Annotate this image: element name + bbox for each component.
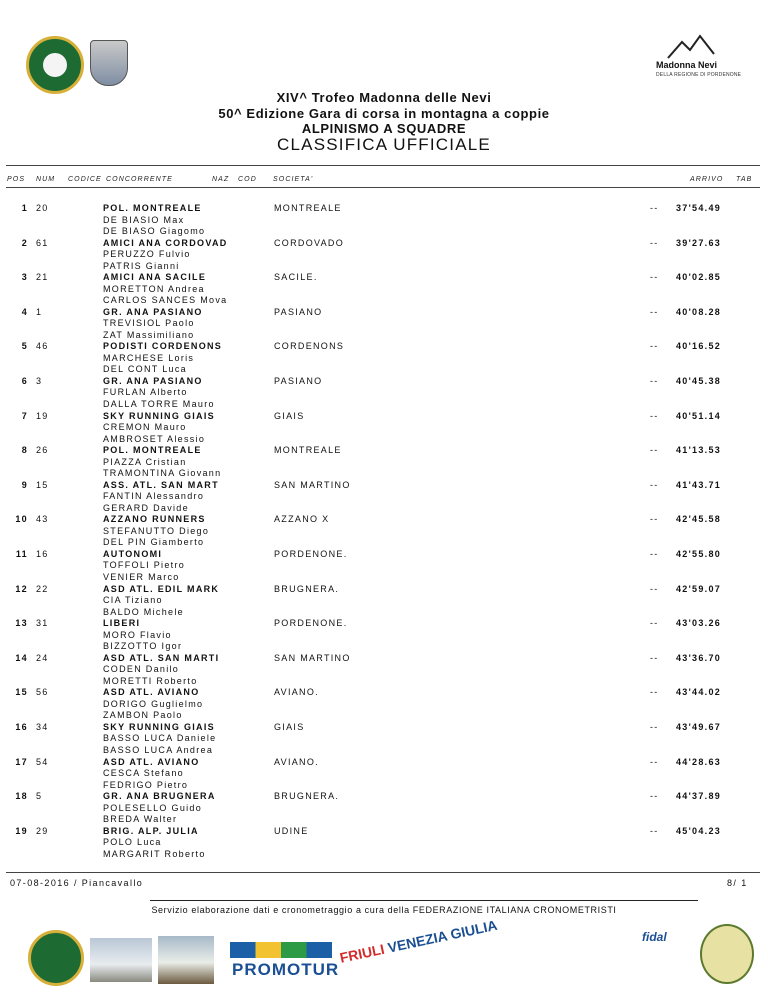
bib-number-cell: 22	[36, 583, 49, 594]
header-divider-top	[6, 165, 760, 166]
member-2-cell: ZAT Massimiliano	[103, 329, 195, 340]
promotur-text: PROMOTUR	[232, 960, 340, 979]
placeholder-cell: --	[650, 306, 659, 317]
arrival-time-cell: 37'54.49	[676, 203, 722, 213]
member-2-cell: ZAMBON Paolo	[103, 710, 183, 721]
madonna-logo-name: Madonna Nevi	[656, 60, 718, 70]
bib-number-cell: 19	[36, 410, 49, 421]
society-cell: SAN MARTINO	[274, 479, 351, 490]
position-cell: 2	[21, 237, 28, 248]
member-1-cell: TOFFOLI Pietro	[103, 560, 186, 571]
municipal-crest	[90, 40, 128, 86]
arrival-time-cell: 39'27.63	[676, 237, 722, 248]
result-row	[0, 272, 768, 307]
placeholder-cell: --	[650, 652, 659, 663]
team-name-cell: BRIG. ALP. JULIA	[103, 825, 199, 836]
position-cell: 15	[15, 687, 28, 698]
member-1-cell: CESCA Stefano	[103, 768, 184, 778]
team-name-cell: AMICI ANA CORDOVAD	[103, 237, 228, 248]
bib-number-cell: 26	[36, 445, 49, 456]
placeholder-cell: --	[650, 583, 659, 594]
bib-number-cell: 3	[36, 375, 43, 386]
arrival-time-cell: 44'37.89	[676, 791, 722, 802]
bib-number-cell: 21	[36, 272, 49, 283]
placeholder-cell: --	[650, 479, 659, 490]
member-1-cell: DE BIASIO Max	[103, 214, 185, 225]
arrival-time-cell: 45'04.23	[676, 825, 722, 836]
member-1-cell: FANTIN Alessandro	[103, 491, 205, 502]
society-cell: BRUGNERA.	[274, 583, 340, 594]
arrival-time-cell: 40'08.28	[676, 306, 722, 317]
position-cell: 5	[21, 341, 28, 352]
member-2-cell: BASSO LUCA Andrea	[103, 744, 214, 755]
col-tab: TAB	[736, 176, 753, 183]
team-name-cell: ASS. ATL. SAN MART	[103, 479, 219, 490]
team-name-cell: AUTONOMI	[103, 548, 163, 559]
arrival-time-cell: 42'59.07	[676, 583, 722, 594]
result-row	[0, 757, 768, 792]
society-cell: SAN MARTINO	[274, 652, 351, 663]
position-cell: 19	[15, 825, 28, 836]
result-row	[0, 238, 768, 273]
member-1-cell: BASSO LUCA Daniele	[103, 733, 217, 744]
bib-number-cell: 29	[36, 825, 49, 836]
arrival-time-cell: 40'16.52	[676, 341, 722, 352]
society-cell: UDINE	[274, 825, 309, 836]
page-number: 8/ 1	[727, 878, 748, 888]
society-cell: AVIANO.	[274, 687, 319, 698]
bib-number-cell: 56	[36, 687, 49, 698]
member-1-cell: FURLAN Alberto	[103, 387, 188, 398]
placeholder-cell: --	[650, 687, 659, 698]
position-cell: 8	[21, 445, 28, 456]
fvg-text-b: VENEZIA GIULIA	[386, 916, 499, 956]
placeholder-cell: --	[650, 721, 659, 732]
result-row	[0, 376, 768, 411]
society-cell: PORDENONE.	[274, 618, 348, 629]
team-name-cell: ASD ATL. EDIL MARK	[103, 583, 220, 594]
member-1-cell: CODEN Danilo	[103, 664, 180, 675]
team-name-cell: POL. MONTREALE	[103, 445, 202, 456]
arrival-time-cell: 42'45.58	[676, 514, 722, 525]
fvg-text-a: FRIULI	[338, 940, 386, 966]
col-codice: CODICE	[68, 176, 102, 183]
bib-number-cell: 20	[36, 203, 49, 213]
placeholder-cell: --	[650, 514, 659, 525]
member-2-cell: AMBROSET Alessio	[103, 433, 206, 444]
result-row	[0, 687, 768, 722]
placeholder-cell: --	[650, 618, 659, 629]
member-1-cell: CIA Tiziano	[103, 595, 163, 606]
result-row	[0, 826, 768, 861]
position-cell: 4	[21, 306, 28, 317]
arrival-time-cell: 42'55.80	[676, 548, 722, 559]
sponsor-fidal-logo	[642, 930, 698, 980]
team-name-cell: LIBERI	[103, 618, 141, 629]
col-arrivo: ARRIVO	[690, 176, 724, 183]
sponsor-promotur-logo	[230, 942, 340, 988]
member-2-cell: BIZZOTTO Igor	[103, 641, 183, 652]
ranking-title: CLASSIFICA UFFICIALE	[277, 135, 491, 154]
position-cell: 14	[15, 652, 28, 663]
arrival-time-cell: 41'43.71	[676, 479, 722, 490]
member-2-cell: PATRIS Gianni	[103, 260, 180, 271]
position-cell: 13	[15, 618, 28, 629]
result-row	[0, 514, 768, 549]
member-2-cell: DALLA TORRE Mauro	[103, 398, 215, 409]
event-subtitle: 50^ Edizione Gara di corsa in montagna a coppie	[218, 106, 550, 121]
society-cell: AVIANO.	[274, 756, 319, 767]
member-1-cell: POLO Luca	[103, 837, 162, 848]
member-1-cell: POLESELLO Guido	[103, 802, 203, 813]
member-2-cell: GERARD Davide	[103, 502, 189, 513]
team-name-cell: GR. ANA BRUGNERA	[103, 791, 216, 802]
arrival-time-cell: 40'45.38	[676, 375, 722, 386]
team-name-cell: SKY RUNNING GIAIS	[103, 721, 215, 732]
arrival-time-cell: 43'03.26	[676, 618, 722, 629]
society-cell: MONTREALE	[274, 203, 342, 213]
bib-number-cell: 1	[36, 306, 43, 317]
bib-number-cell: 24	[36, 652, 49, 663]
promotur-color-bar	[230, 942, 332, 958]
bib-number-cell: 61	[36, 237, 49, 248]
placeholder-cell: --	[650, 791, 659, 802]
society-cell: GIAIS	[274, 721, 305, 732]
event-date-location: 07-08-2016 / Piancavallo	[10, 878, 144, 888]
result-row	[0, 584, 768, 619]
team-name-cell: ASD ATL. AVIANO	[103, 687, 200, 698]
team-name-cell: POL. MONTREALE	[103, 203, 202, 213]
result-row	[0, 445, 768, 480]
credit-divider	[150, 900, 698, 901]
member-1-cell: MORETTON Andrea	[103, 283, 205, 294]
society-cell: CORDOVADO	[274, 237, 345, 248]
arrival-time-cell: 41'13.53	[676, 445, 722, 456]
society-cell: PORDENONE.	[274, 548, 348, 559]
sponsor-photo-chalet	[158, 936, 214, 984]
society-cell: CORDENONS	[274, 341, 345, 352]
position-cell: 11	[15, 548, 28, 559]
arrival-time-cell: 40'02.85	[676, 272, 722, 283]
sponsor-madonna-seal	[700, 924, 754, 984]
member-2-cell: DE BIASO Giagomo	[103, 226, 206, 236]
bib-number-cell: 31	[36, 618, 49, 629]
society-cell: MONTREALE	[274, 445, 342, 456]
placeholder-cell: --	[650, 341, 659, 352]
team-name-cell: AMICI ANA SACILE	[103, 272, 207, 283]
member-1-cell: CREMON Mauro	[103, 422, 187, 433]
member-2-cell: DEL PIN Giamberto	[103, 537, 205, 548]
placeholder-cell: --	[650, 548, 659, 559]
member-2-cell: CARLOS SANCES Mova	[103, 295, 228, 306]
placeholder-cell: --	[650, 237, 659, 248]
result-row	[0, 549, 768, 584]
member-1-cell: PIAZZA Cristian	[103, 456, 187, 467]
footer-divider	[6, 872, 760, 873]
society-cell: AZZANO X	[274, 514, 330, 525]
bib-number-cell: 34	[36, 721, 49, 732]
result-row	[0, 791, 768, 826]
member-1-cell: MARCHESE Loris	[103, 352, 195, 363]
team-name-cell: AZZANO RUNNERS	[103, 514, 206, 525]
result-row	[0, 341, 768, 376]
results-table	[0, 203, 768, 860]
col-cod: COD	[238, 176, 257, 183]
result-row	[0, 722, 768, 757]
position-cell: 1	[21, 203, 28, 213]
sponsor-fvg-logo	[338, 917, 498, 966]
society-cell: BRUGNERA.	[274, 791, 340, 802]
bib-number-cell: 54	[36, 756, 49, 767]
result-row	[0, 480, 768, 515]
col-pos: POS	[7, 176, 26, 183]
position-cell: 18	[15, 791, 28, 802]
position-cell: 17	[15, 756, 28, 767]
placeholder-cell: --	[650, 410, 659, 421]
society-cell: GIAIS	[274, 410, 305, 421]
col-concorrente: CONCORRENTE	[106, 176, 173, 183]
placeholder-cell: --	[650, 825, 659, 836]
member-1-cell: DORIGO Guglielmo	[103, 698, 204, 709]
member-1-cell: MORO Flavio	[103, 629, 172, 640]
position-cell: 10	[15, 514, 28, 525]
placeholder-cell: --	[650, 203, 659, 213]
event-title: XIV^ Trofeo Madonna delle Nevi	[276, 90, 492, 105]
alpini-logo	[26, 36, 84, 94]
society-cell: PASIANO	[274, 375, 323, 386]
position-cell: 3	[21, 272, 28, 283]
society-cell: SACILE.	[274, 272, 318, 283]
bib-number-cell: 46	[36, 341, 49, 352]
position-cell: 7	[21, 410, 28, 421]
result-row	[0, 411, 768, 446]
team-name-cell: GR. ANA PASIANO	[103, 306, 203, 317]
fidal-text: fidal	[642, 930, 667, 944]
placeholder-cell: --	[650, 445, 659, 456]
bib-number-cell: 43	[36, 514, 49, 525]
team-name-cell: GR. ANA PASIANO	[103, 375, 203, 386]
arrival-time-cell: 40'51.14	[676, 410, 722, 421]
bib-number-cell: 15	[36, 479, 49, 490]
col-num: NUM	[36, 176, 56, 183]
society-cell: PASIANO	[274, 306, 323, 317]
position-cell: 6	[21, 375, 28, 386]
placeholder-cell: --	[650, 756, 659, 767]
position-cell: 12	[15, 583, 28, 594]
header-divider-bottom	[6, 187, 760, 188]
team-name-cell: ASD ATL. AVIANO	[103, 756, 200, 767]
position-cell: 16	[15, 721, 28, 732]
member-2-cell: FEDRIGO Pietro	[103, 779, 189, 790]
arrival-time-cell: 43'36.70	[676, 652, 722, 663]
arrival-time-cell: 43'49.67	[676, 721, 722, 732]
member-2-cell: DEL CONT Luca	[103, 364, 187, 375]
member-2-cell: BALDO Michele	[103, 606, 184, 617]
team-name-cell: PODISTI CORDENONS	[103, 341, 223, 352]
col-naz: NAZ	[212, 176, 230, 183]
placeholder-cell: --	[650, 375, 659, 386]
member-2-cell: TRAMONTINA Giovann	[103, 468, 222, 479]
sponsor-alpini-logo	[28, 930, 84, 986]
member-2-cell: VENIER Marco	[103, 571, 180, 582]
result-row	[0, 203, 768, 238]
bib-number-cell: 5	[36, 791, 43, 802]
placeholder-cell: --	[650, 272, 659, 283]
result-row	[0, 618, 768, 653]
team-name-cell: SKY RUNNING GIAIS	[103, 410, 215, 421]
member-1-cell: STEFANUTTO Diego	[103, 525, 210, 536]
position-cell: 9	[21, 479, 28, 490]
result-row	[0, 307, 768, 342]
arrival-time-cell: 43'44.02	[676, 687, 722, 698]
madonna-logo-subtitle: DELLA REGIONE DI PORDENONE	[656, 72, 742, 78]
member-1-cell: TREVISIOL Paolo	[103, 318, 195, 329]
member-2-cell: MORETTI Roberto	[103, 675, 198, 686]
sponsor-photo-snow	[90, 938, 152, 982]
result-row	[0, 653, 768, 688]
member-1-cell: PERUZZO Fulvio	[103, 249, 191, 260]
col-societa: SOCIETA'	[273, 176, 314, 183]
timing-credit: Servizio elaborazione dati e cronometraggio a cura della FEDERAZIONE ITALIANA CRONOMETRISTI	[151, 905, 617, 915]
bib-number-cell: 16	[36, 548, 49, 559]
arrival-time-cell: 44'28.63	[676, 756, 722, 767]
member-2-cell: MARGARIT Roberto	[103, 848, 206, 859]
member-2-cell: BREDA Walter	[103, 814, 178, 825]
team-name-cell: ASD ATL. SAN MARTI	[103, 652, 220, 663]
event-category: ALPINISMO A SQUADRE	[301, 121, 467, 136]
